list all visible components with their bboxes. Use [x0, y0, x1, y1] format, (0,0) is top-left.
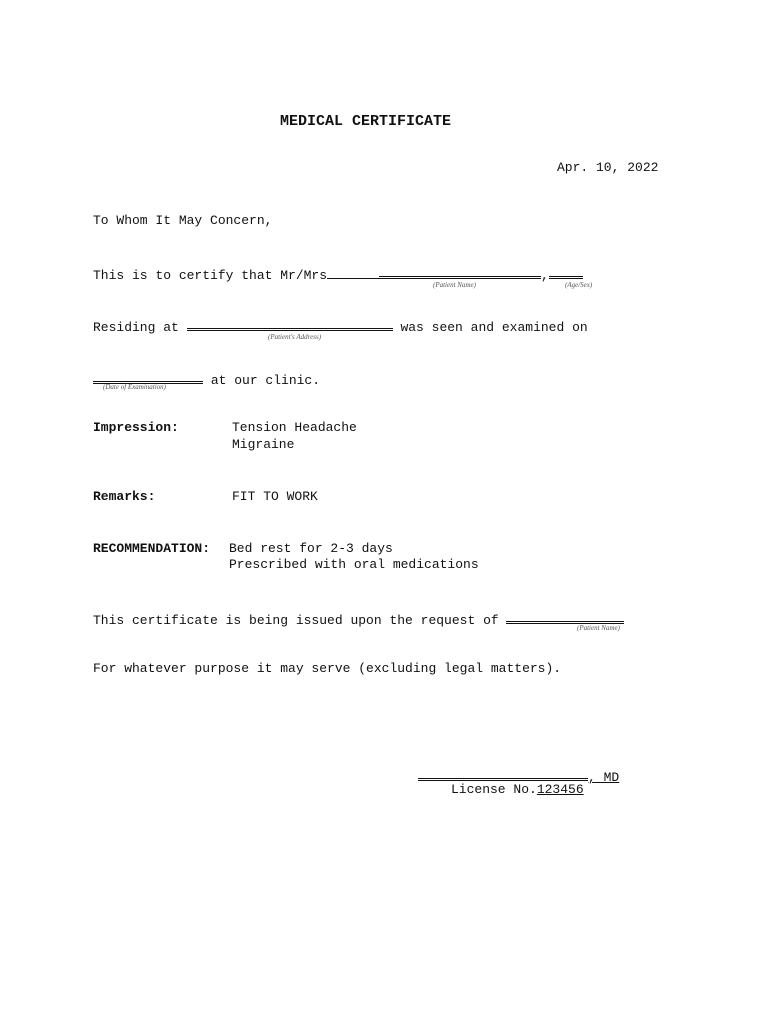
- certify-line: [93, 264, 583, 284]
- impression-label: Impression:: [93, 420, 179, 435]
- certificate-date: Apr. 10, 2022: [557, 160, 659, 175]
- clinic-suffix: at our clinic.: [210, 373, 321, 388]
- license-label: License No.: [451, 782, 537, 797]
- impression-item: Tension Headache: [232, 420, 357, 435]
- recommendation-label: RECOMMENDATION:: [93, 541, 211, 556]
- caption-requester-name: (Patient Name): [577, 624, 620, 632]
- patient-name-blank: [379, 264, 541, 279]
- remarks-label: Remarks:: [93, 489, 156, 504]
- caption-age-sex: (Age/Sex): [565, 281, 593, 289]
- request-prefix: This certificate is being issued upon the request of: [93, 613, 499, 628]
- caption-exam-date: (Date of Examination): [103, 383, 166, 391]
- address-blank: [187, 316, 393, 331]
- certify-comma: ,: [541, 268, 549, 283]
- age-sex-blank: [549, 264, 583, 279]
- physician-name-blank: [418, 766, 588, 781]
- patient-name-blank-short: [327, 266, 379, 279]
- residing-line: [93, 316, 588, 336]
- caption-address: (Patient's Address): [268, 333, 322, 341]
- signature-suffix: , MD: [588, 770, 620, 785]
- request-line: [93, 609, 624, 629]
- requester-blank: [506, 609, 624, 624]
- residing-suffix: was seen and examined on: [400, 320, 588, 335]
- salutation: To Whom It May Concern,: [93, 213, 273, 228]
- license-line: [451, 782, 584, 798]
- recommendation-item: Prescribed with oral medications: [229, 557, 479, 572]
- caption-patient-name: (Patient Name): [433, 281, 476, 289]
- residing-prefix: Residing at: [93, 320, 179, 335]
- remarks-value: FIT TO WORK: [232, 489, 318, 504]
- purpose-line: For whatever purpose it may serve (excluding legal matters).: [93, 661, 562, 676]
- impression-item: Migraine: [232, 437, 295, 452]
- license-number: 123456: [536, 782, 584, 797]
- exam-date-blank: [93, 369, 203, 384]
- certify-prefix: This is to certify that Mr/Mrs: [93, 268, 328, 283]
- recommendation-item: Bed rest for 2-3 days: [229, 541, 393, 556]
- page-title: MEDICAL CERTIFICATE: [280, 113, 452, 130]
